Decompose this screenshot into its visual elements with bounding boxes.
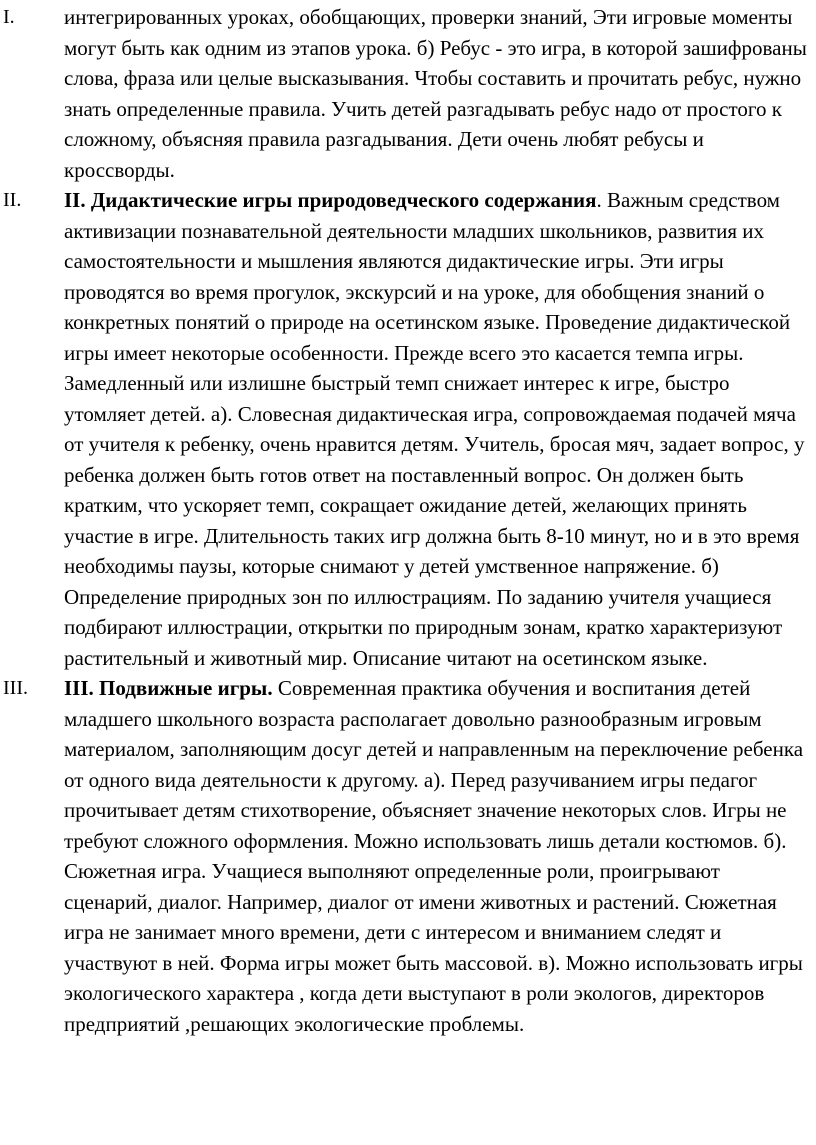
paragraph bbox=[64, 2, 812, 185]
paragraph bbox=[64, 673, 812, 1039]
list-item-3 bbox=[0, 673, 816, 1039]
paragraph bbox=[64, 185, 812, 673]
paragraph-text: интегрированных уроках, обобщающих, проверки знаний, Эти игровые моменты могут быть как одним из этапов урока. б) Ребус - это игра, в которой зашифрованы слова, фраза или целые высказывания. Чтобы составить и прочитать ребус, нужно знать определенные правила. Учить детей разгадывать ребус надо от простого к сложному, объясняя правила разгадывания. Дети очень любят ребусы и кроссворды. bbox=[64, 5, 807, 182]
paragraph-text: . Важным средством активизации познавательной деятельности младших школьников, развития их самостоятельности и мышления являются дидактические игры. Эти игры проводятся во время прогулок, экскурсий и на уроке, для обобщения знаний о конкретных понятий о природе на осетинском языке. Проведение дидактической игры имеет некоторые особенности. Прежде всего это касается темпа игры. Замедленный или излишне быстрый темп снижает интерес к игре, быстро утомляет детей. а). Словесная дидактическая игра, сопровождаемая подачей мяча от учителя к ребенку, очень нравится детям. Учитель, бросая мяч, задает вопрос, у ребенка должен быть готов ответ на поставленный вопрос. Он должен быть кратким, что ускоряет темп, сокращает ожидание детей, желающих принять участие в игре. Длительность таких игр должна быть 8-10 минут, но и в это время необходимы паузы, которые снимают у детей умственное напряжение. б) Определение природных зон по иллюстрациям. По заданию учителя учащиеся подбирают иллюстрации, открытки по природным зонам, кратко характеризуют растительный и животный мир. Описание читают на осетинском языке. bbox=[64, 188, 805, 670]
list-marker: I. bbox=[3, 6, 15, 28]
list-item-2 bbox=[0, 185, 816, 673]
paragraph-text: Современная практика обучения и воспитания детей младшего школьного возраста располагает довольно разнообразным игровым материалом, заполняющим досуг детей и направленным на переключение ребенка от одного вида деятельности к другому. а). Перед разучиванием игры педагог прочитывает детям стихотворение, объясняет значение некоторых слов. Игры не требуют сложного оформления. Можно использовать лишь детали костюмов. б). Сюжетная игра. Учащиеся выполняют определенные роли, проигрывают сценарий, диалог. Например, диалог от имени животных и растений. Сюжетная игра не занимает много времени, дети с интересом и вниманием следят и участвуют в ней. Форма игры может быть массовой. в). Можно использовать игры экологического характера , когда дети выступают в роли экологов, директоров предприятий ,решающих экологические проблемы. bbox=[64, 676, 804, 1036]
list-marker: III. bbox=[3, 677, 28, 699]
list-marker: II. bbox=[3, 189, 22, 211]
section-heading: III. Подвижные игры. bbox=[64, 676, 273, 700]
section-heading: II. Дидактические игры природоведческого содержания bbox=[64, 188, 597, 212]
list-item-1 bbox=[0, 2, 816, 185]
